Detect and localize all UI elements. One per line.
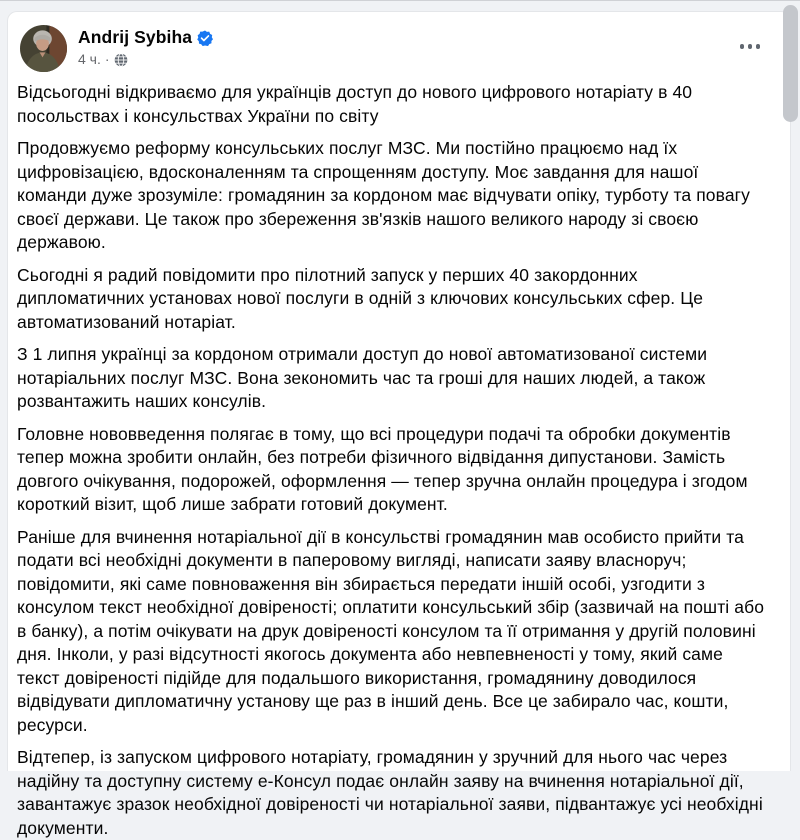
post-paragraph: Продовжуємо реформу консульських послуг МЗС. Ми постійно працюємо над їх цифровізацією, вдосконаленням та спрощенням доступу. Моє завдання для нашої команди дуже зрозуміле: громадянин за кордоном має відчувати опіку, турботу та повагу своєї держави. Це також про збереження зв'язків нашого великого народу зі своєю державою.: [17, 138, 750, 252]
post-paragraph: Головне нововведення полягає в тому, що всі процедури подачі та обробки документів тепер можна зробити онлайн, без потреби фізичного відвідання дипустанови. Замість довгого очікування, подорожей, оформлення — тепер зручна онлайн процедура і згодом короткий візит, щоб лише забрати готовий документ.: [17, 423, 748, 514]
post-paragraph: Відсьогодні відкриваємо для українців доступ до нового цифрового нотаріату в 40 посольствах і консульствах України по світу: [17, 82, 693, 126]
post-card: [7, 11, 791, 838]
verified-badge-icon: [197, 30, 213, 46]
privacy-globe-icon: [114, 53, 128, 67]
author-name[interactable]: Andrij Sybiha: [78, 27, 193, 47]
ellipsis-dot: [748, 44, 753, 49]
header-text: [78, 25, 213, 67]
avatar-photo: [20, 25, 67, 72]
author-avatar[interactable]: [20, 25, 67, 72]
post-paragraph: З 1 липня українці за кордоном отримали доступ до нової автоматизованої системи нотаріальних послуг МЗС. Вона зекономить час та гроші для наших людей, а також розвантажить наших консулів.: [17, 344, 708, 411]
timestamp[interactable]: 4 ч.: [78, 51, 101, 67]
post-header: [8, 12, 790, 77]
post-paragraph: Відтепер, із запуском цифрового нотаріату, громадянин у зручний для нього час через надійну та доступну систему е-Консул подає онлайн заяву на вчинення нотаріальної дії, завантажує зразок необхідної довіреності чи нотаріальної заяви, підвантажує усі необхідні документи.: [17, 747, 763, 838]
ellipsis-dot: [740, 44, 745, 49]
ellipsis-dot: [756, 44, 761, 49]
post-paragraph: Раніше для вчинення нотаріальної дії в консульстві громадянин мав особисто прийти та подати всі необхідні документи в паперовому вигляді, написати заяву власноруч; повідомити, які саме повноваження він збирається передати іншій особі, узгодити з консулом текст необхідної довіреності; оплатити консульський збір (зазвичай на пошті або в банку), а потім очікувати на друк довіреності консулом та її отримання у другій половині дня. Інколи, у разі відсутності якогось документа або невпевненості у тому, який саме текст довіреності підійде для подальшого використання, громадянину доводилося відвідувати дипломатичну установу ще раз в інший день. Все це забирало час, кошти, ресурси.: [17, 526, 765, 735]
author-row: [78, 27, 213, 48]
scrollbar-thumb[interactable]: [783, 5, 798, 122]
post-paragraph: Сьогодні я радий повідомити про пілотний запуск у перших 40 закордонних дипломатичних установах нової послуги в одній з ключових консульських сфер. Це автоматизований нотаріат.: [17, 264, 704, 332]
post-body: [8, 77, 790, 840]
post-options-button[interactable]: [736, 38, 765, 55]
meta-separator: ·: [104, 51, 110, 67]
post-meta: [78, 51, 213, 67]
